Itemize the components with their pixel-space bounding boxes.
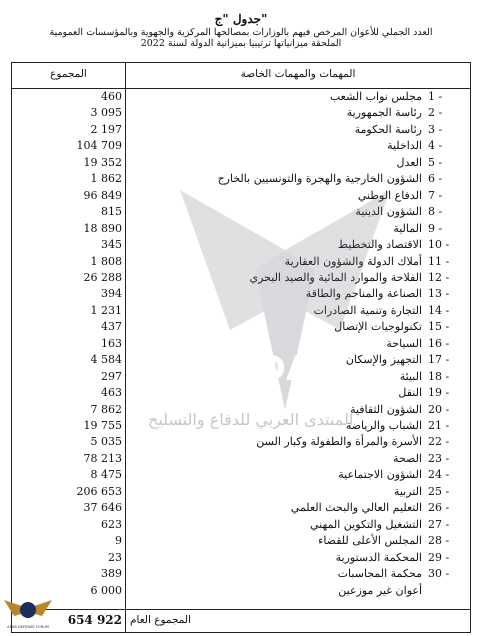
row-mission-name: الصحة	[393, 451, 422, 465]
header-missions: المهمات والمهمات الخاصة	[240, 68, 356, 80]
row-mission-name: التشغيل والتكوين المهني	[309, 517, 422, 531]
table-row	[12, 485, 470, 501]
row-mission-name: التجارة وتنمية الصادرات	[313, 303, 422, 317]
row-mission-name: التجهيز والإسكان	[345, 353, 422, 367]
table-row	[12, 189, 470, 205]
row-total: 437	[101, 320, 122, 334]
row-number: 6 -	[428, 172, 443, 186]
row-total: 96 849	[83, 188, 122, 202]
row-total: 37 646	[83, 501, 122, 515]
subtitle-line-1: العدد الجملي للأعوان المرخص فيهم بالوزارات بمصالحها المركزية والجهوية وبالمؤسسات العمومية	[49, 27, 433, 38]
grand-total-value: 654 922	[67, 613, 122, 627]
row-mission-name: الفلاحة والموارد المائية والصيد البحري	[249, 270, 422, 284]
row-number: 23 -	[428, 451, 450, 465]
table-row	[12, 123, 470, 139]
emblem-letters: DA	[257, 349, 313, 389]
row-number: 28 -	[428, 534, 450, 548]
table-row	[12, 567, 470, 583]
table-row	[12, 287, 470, 303]
row-mission-name: الصناعة والمناجم والطاقة	[305, 287, 422, 301]
total-divider	[12, 609, 470, 610]
staff-table	[11, 62, 471, 633]
row-total: 4 584	[90, 353, 122, 367]
row-mission-name: المحكمة الدستورية	[335, 550, 422, 564]
row-total: 8 475	[90, 468, 122, 482]
row-number: 2 -	[428, 106, 443, 120]
table-row	[12, 255, 470, 271]
row-mission-name: مجلس نواب الشعب	[329, 90, 422, 103]
row-total: 1 231	[90, 303, 122, 317]
table-row	[12, 386, 470, 402]
row-total: 297	[101, 369, 122, 383]
row-mission-name: المالية	[393, 221, 422, 235]
row-number: 11 -	[428, 254, 450, 268]
row-mission-name: أعوان غير موزعين	[338, 583, 422, 597]
row-number: 16 -	[428, 336, 450, 350]
row-number: 10 -	[428, 238, 450, 252]
row-mission-name: البيئة	[399, 369, 422, 383]
row-total: 19 755	[83, 419, 122, 432]
table-row	[12, 205, 470, 221]
row-number: 7 -	[428, 188, 443, 202]
table-title: جدول "ج"	[214, 12, 268, 26]
row-mission-name: الشباب والرياضة	[345, 419, 422, 432]
header-divider	[12, 88, 470, 89]
table-row	[12, 518, 470, 534]
row-mission-name: محكمة المحاسبات	[337, 567, 422, 581]
row-mission-name: رئاسة الحكومة	[354, 122, 422, 136]
grand-total-label: المجموع العام	[130, 614, 191, 626]
table-row	[12, 304, 470, 320]
row-total: 26 288	[83, 270, 122, 284]
row-total: 1 808	[90, 254, 122, 268]
row-mission-name: الاقتصاد والتخطيط	[337, 238, 422, 252]
subtitle-line-2: الملحقة ميزانياتها ترتيبيا بميزانية الدولة لسنة 2022	[140, 38, 342, 49]
row-total: 3 095	[90, 106, 122, 120]
table-row	[12, 534, 470, 550]
row-total: 163	[101, 336, 122, 350]
forum-logo	[2, 586, 54, 630]
row-number: 18 -	[428, 369, 450, 383]
table-row	[12, 156, 470, 172]
table-row	[12, 452, 470, 468]
row-total: 5 035	[90, 435, 122, 449]
row-number: 8 -	[428, 205, 443, 219]
row-total: 18 890	[83, 221, 122, 235]
row-number: 1 -	[428, 90, 443, 103]
row-total: 78 213	[83, 451, 122, 465]
row-number: 17 -	[428, 353, 450, 367]
row-number: 9 -	[428, 221, 443, 235]
row-number: 24 -	[428, 468, 450, 482]
row-number: 15 -	[428, 320, 450, 334]
row-number: 4 -	[428, 139, 443, 153]
row-mission-name: المجلس الأعلى للقضاء	[318, 534, 422, 548]
row-total: 463	[101, 386, 122, 400]
row-mission-name: رئاسة الجمهورية	[346, 106, 422, 120]
table-row	[12, 106, 470, 122]
row-total: 815	[101, 205, 122, 219]
row-number: 29 -	[428, 550, 450, 564]
row-total: 206 653	[76, 484, 122, 498]
table-row	[12, 501, 470, 517]
row-number: 14 -	[428, 303, 450, 317]
table-row	[12, 551, 470, 567]
table-row	[12, 139, 470, 155]
row-number: 27 -	[428, 517, 450, 531]
table-row	[12, 584, 470, 600]
table-row	[12, 172, 470, 188]
row-total: 6 000	[90, 583, 122, 597]
row-total: 7 862	[90, 402, 122, 416]
row-total: 389	[101, 567, 122, 581]
row-number: 3 -	[428, 122, 443, 136]
row-mission-name: النقل	[398, 386, 422, 400]
row-mission-name: الشؤون الاجتماعية	[338, 468, 422, 482]
row-number: 25 -	[428, 484, 450, 498]
row-total: 9	[115, 534, 122, 548]
row-total: 623	[101, 517, 122, 531]
row-number: 26 -	[428, 501, 450, 515]
table-row	[12, 222, 470, 238]
row-total: 345	[101, 238, 122, 252]
row-total: 23	[108, 550, 122, 564]
table-row	[12, 271, 470, 287]
table-row	[12, 468, 470, 484]
table-row	[12, 370, 470, 386]
row-mission-name: الداخلية	[387, 139, 422, 153]
row-number: 19 -	[428, 386, 450, 400]
row-mission-name: الأسرة والمرأة والطفولة وكبار السن	[256, 435, 422, 449]
row-mission-name: التربية	[393, 484, 422, 498]
row-number: 20 -	[428, 402, 450, 416]
row-total: 1 862	[90, 172, 122, 186]
row-mission-name: العدل	[396, 155, 422, 169]
row-total: 104 709	[76, 139, 122, 153]
row-number: 30 -	[428, 567, 450, 581]
row-mission-name: أملاك الدولة والشؤون العقارية	[284, 254, 422, 268]
row-total: 19 352	[83, 155, 122, 169]
row-total: 2 197	[90, 122, 122, 136]
table-row	[12, 337, 470, 353]
header-total: المجموع	[50, 68, 87, 80]
table-row	[12, 353, 470, 369]
row-number: 5 -	[428, 155, 443, 169]
row-number: 13 -	[428, 287, 450, 301]
row-mission-name: السياحة	[386, 336, 422, 350]
table-row	[12, 238, 470, 254]
watermark-text: المنتدى العربي للدفاع والتسليح	[148, 410, 354, 429]
row-mission-name: الشؤون الثقافية	[350, 402, 422, 416]
row-total: 394	[101, 287, 122, 301]
row-number: 21 -	[428, 419, 450, 432]
row-mission-name: التعليم العالي والبحث العلمي	[290, 501, 422, 515]
row-mission-name: تكنولوجيات الإتصال	[334, 320, 422, 334]
row-number: 22 -	[428, 435, 450, 449]
table-row	[12, 90, 470, 106]
row-mission-name: الشؤون الدينية	[355, 205, 422, 219]
row-mission-name: الدفاع الوطني	[357, 188, 422, 202]
svg-text:ARAB DEFENSE FORUM: ARAB DEFENSE FORUM	[7, 625, 49, 629]
table-row	[12, 435, 470, 451]
row-total: 460	[101, 90, 122, 103]
row-mission-name: الشؤون الخارجية والهجرة والتونسيين بالخارج	[217, 172, 422, 186]
row-number: 12 -	[428, 270, 450, 284]
table-row	[12, 320, 470, 336]
